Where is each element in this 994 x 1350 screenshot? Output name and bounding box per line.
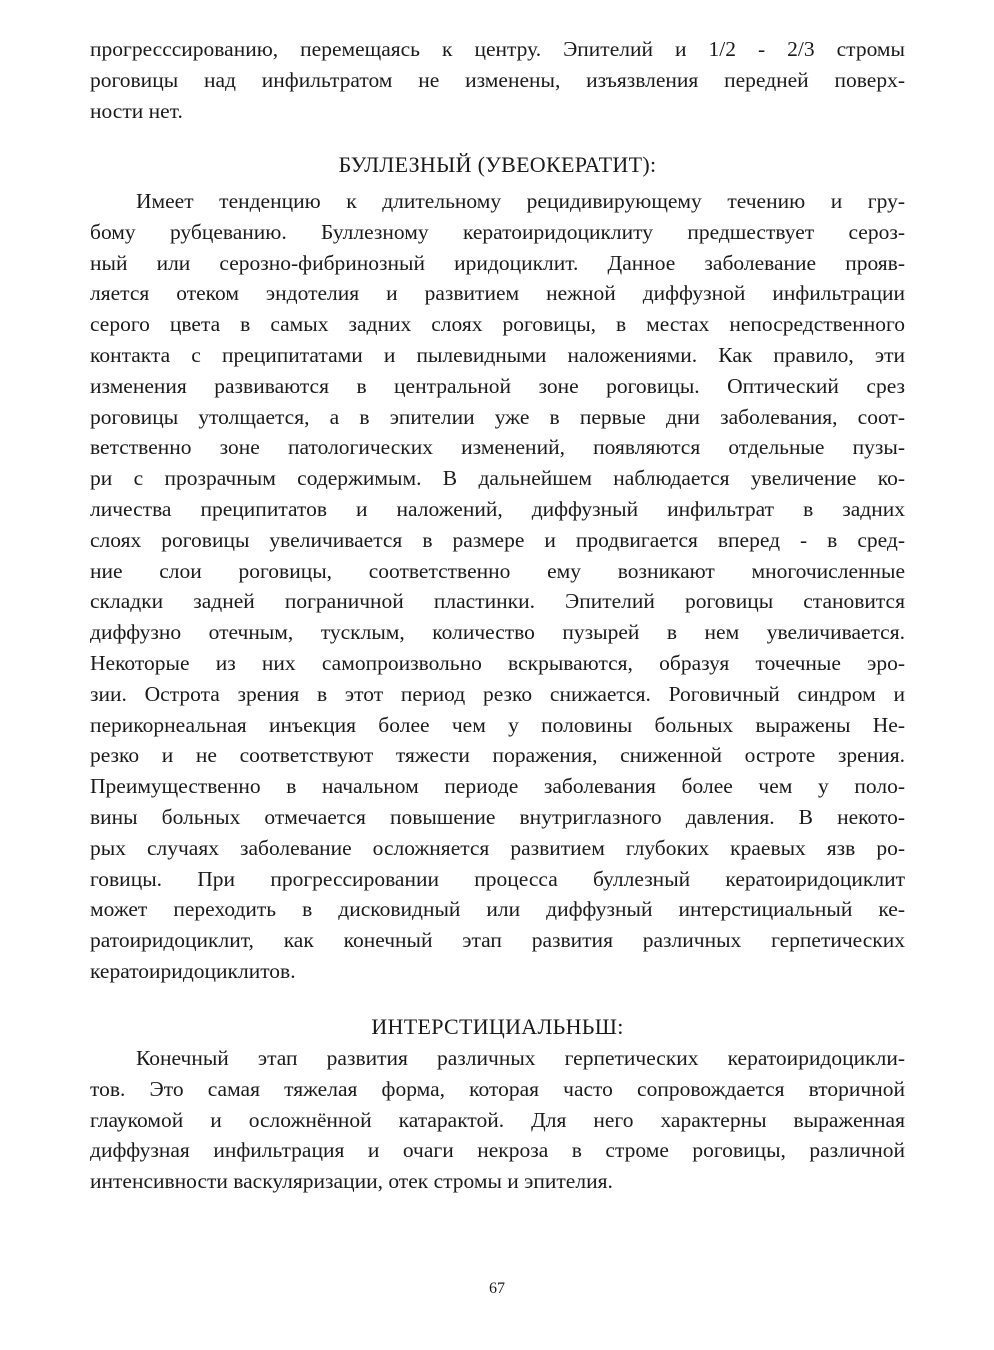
- text-line: роговицы над инфильтратом не изменены, изъязвления передней поверх-: [90, 67, 905, 92]
- bullous-paragraph: [90, 186, 905, 987]
- text-line: прогресссированию, перемещаясь к центру. Эпителий и 1/2 - 2/3 стромы: [90, 37, 905, 61]
- text-line: серого цвета в самых задних слоях роговицы, в местах непосредственного: [90, 312, 905, 337]
- text-line: ный или серозно-фибринозный иридоциклит. Данное заболевание прояв-: [90, 250, 905, 275]
- text-line: личества преципитатов и наложений, диффузный инфильтрат в задних: [90, 496, 905, 521]
- section-heading-interstitial: ИНТЕРСТИЦИАЛЬНЬШ:: [371, 1014, 624, 1039]
- text-line: складки задней пограничной пластинки. Эпителий роговицы становится: [90, 589, 905, 614]
- text-line: Некоторые из них самопроизвольно вскрываются, образуя точечные эро-: [90, 650, 905, 675]
- text-line: ри с прозрачным содержимым. В дальнейшем наблюдается увеличение ко-: [90, 466, 905, 491]
- text-line: тов. Это самая тяжелая форма, которая часто сопровождается вторичной: [90, 1076, 905, 1101]
- text-line: ляется отеком эндотелия и развитием нежной диффузной инфильтрации: [90, 281, 905, 306]
- text-line: ветственно зоне патологических изменений, появляются отдельные пузы-: [90, 435, 905, 460]
- text-line: интенсивности васкуляризации, отек стромы и эпителия.: [90, 1169, 613, 1194]
- text-line: изменения развиваются в центральной зоне роговицы. Оптический срез: [90, 373, 905, 398]
- text-line: резко и не соответствуют тяжести поражения, сниженной остроте зрения.: [90, 743, 905, 768]
- text-line: роговицы утолщается, а в эпителии уже в первые дни заболевания, соот-: [90, 404, 905, 429]
- text-line: контакта с преципитатами и пылевидными наложениями. Как правило, эти: [90, 342, 905, 367]
- text-line: ние слои роговицы, соответственно ему возникают многочисленные: [90, 558, 905, 583]
- text-line: Имеет тенденцию к длительному рецидивирующему течению и гру-: [136, 189, 905, 213]
- text-line: зии. Острота зрения в этот период резко снижается. Роговичный синдром и: [90, 681, 905, 706]
- text-line: слоях роговицы увеличивается в размере и продвигается вперед - в сред-: [90, 527, 905, 552]
- text-line: Преимущественно в начальном периоде заболевания более чем у поло-: [90, 774, 905, 799]
- text-line: бому рубцеванию. Буллезному кератоиридоциклиту предшествует сероз-: [90, 219, 905, 244]
- text-line: перикорнеальная инъекция более чем у половины больных выражены Не-: [90, 712, 905, 737]
- text-line: рых случаях заболевание осложняется развитием глубоких краевых язв ро-: [90, 835, 905, 860]
- text-line: говицы. При прогрессировании процесса буллезный кератоиридоциклит: [90, 866, 905, 891]
- text-line: ности нет.: [90, 98, 183, 123]
- section-heading-bullous: БУЛЛЕЗНЫЙ (УВЕОКЕРАТИТ):: [338, 152, 657, 177]
- text-line: глаукомой и осложнённой катарактой. Для него характерны выраженная: [90, 1107, 905, 1132]
- text-line: ратоиридоциклит, как конечный этап развития различных герпетических: [90, 928, 905, 953]
- text-line: диффузная инфильтрация и очаги некроза в строме роговицы, различной: [90, 1138, 905, 1163]
- intro-paragraph: [90, 34, 905, 126]
- text-line: кератоиридоциклитов.: [90, 958, 296, 983]
- page-number: 67: [489, 1280, 505, 1297]
- text-line: может переходить в дисковидный или диффузный интерстициальный ке-: [90, 897, 905, 922]
- text-line: диффузно отечным, тусклым, количество пузырей в нем увеличивается.: [90, 620, 905, 645]
- text-line: Конечный этап развития различных герпетических кератоиридоцикли-: [136, 1046, 905, 1070]
- interstitial-paragraph: [90, 1043, 905, 1197]
- text-line: вины больных отмечается повышение внутриглазного давления. В некото-: [90, 804, 905, 829]
